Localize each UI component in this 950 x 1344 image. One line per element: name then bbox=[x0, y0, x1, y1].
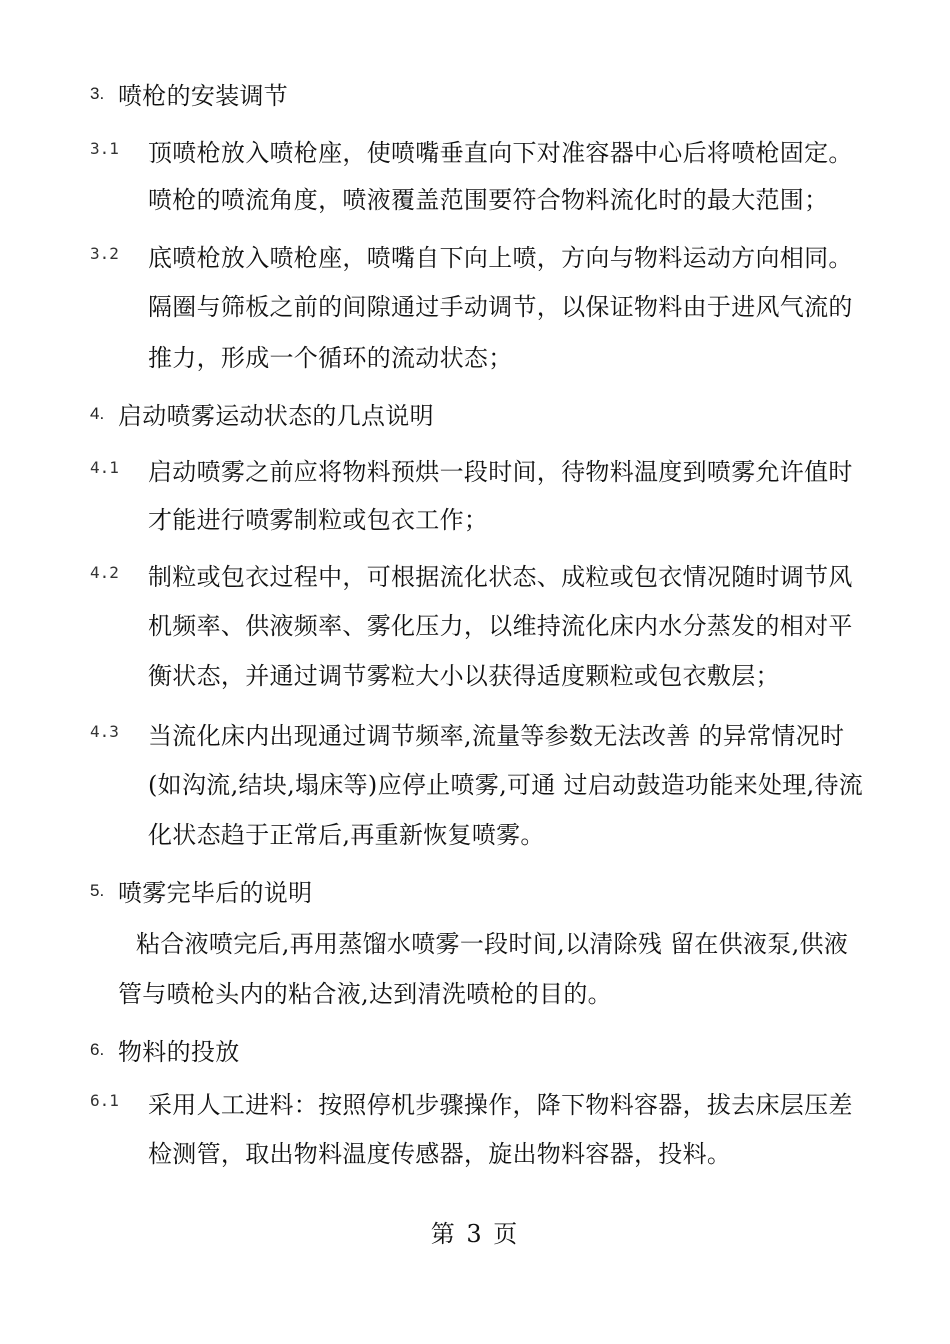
item-text-line: 机频率、供液频率、雾化压力，以维持流化床内水分蒸发的相对平 bbox=[148, 612, 853, 640]
section-title: 喷雾完毕后的说明 bbox=[118, 879, 313, 907]
item-text-line: 化状态趋于正常后,再重新恢复喷雾。 bbox=[148, 821, 545, 849]
item-text-line: 底喷枪放入喷枪座，喷嘴自下向上喷，方向与物料运动方向相同。 bbox=[148, 244, 853, 272]
item-text-line: 才能进行喷雾制粒或包衣工作； bbox=[148, 506, 489, 534]
item-number: 4.3 bbox=[90, 722, 119, 741]
item-number: 4.1 bbox=[90, 458, 119, 477]
item-text-line: 当流化床内出现通过调节频率,流量等参数无法改善 的异常情况时 bbox=[148, 722, 845, 750]
item-text-line: 喷枪的喷流角度，喷液覆盖范围要符合物料流化时的最大范围； bbox=[148, 186, 829, 214]
section-title: 物料的投放 bbox=[118, 1038, 240, 1066]
item-number: 3.1 bbox=[90, 139, 119, 158]
item-text-line: 顶喷枪放入喷枪座，使喷嘴垂直向下对准容器中心后将喷枪固定。 bbox=[148, 139, 853, 167]
section-number: 4. bbox=[90, 404, 105, 423]
section-title: 启动喷雾运动状态的几点说明 bbox=[118, 402, 434, 430]
paragraph-line: 管与喷枪头内的粘合液,达到清洗喷枪的目的。 bbox=[118, 980, 612, 1008]
section-number: 3. bbox=[90, 84, 105, 103]
item-text-line: 推力，形成一个循环的流动状态； bbox=[148, 344, 513, 372]
paragraph-line: 粘合液喷完后,再用蒸馏水喷雾一段时间,以清除残 留在供液泵,供液 bbox=[136, 930, 849, 958]
item-text-line: 检测管，取出物料温度传感器，旋出物料容器，投料。 bbox=[148, 1140, 732, 1168]
page-number-footer: 第 3 页 bbox=[430, 1220, 520, 1248]
item-text-line: 制粒或包衣过程中，可根据流化状态、成粒或包衣情况随时调节风 bbox=[148, 563, 853, 591]
section-number: 5. bbox=[90, 881, 105, 900]
item-text-line: 隔圈与筛板之前的间隙通过手动调节，以保证物料由于进风气流的 bbox=[148, 293, 853, 321]
item-text-line: (如沟流,结块,塌床等)应停止喷雾,可通 过启动鼓造功能来处理,待流 bbox=[148, 771, 864, 799]
section-number: 6. bbox=[90, 1040, 105, 1059]
item-number: 6.1 bbox=[90, 1091, 119, 1110]
item-text-line: 启动喷雾之前应将物料预烘一段时间，待物料温度到喷雾允许值时 bbox=[148, 458, 853, 486]
item-text-line: 采用人工进料：按照停机步骤操作，降下物料容器，拔去床层压差 bbox=[148, 1091, 853, 1119]
section-title: 喷枪的安装调节 bbox=[118, 82, 289, 110]
item-number: 3.2 bbox=[90, 244, 119, 263]
item-number: 4.2 bbox=[90, 563, 119, 582]
item-text-line: 衡状态，并通过调节雾粒大小以获得适度颗粒或包衣敷层； bbox=[148, 662, 780, 690]
